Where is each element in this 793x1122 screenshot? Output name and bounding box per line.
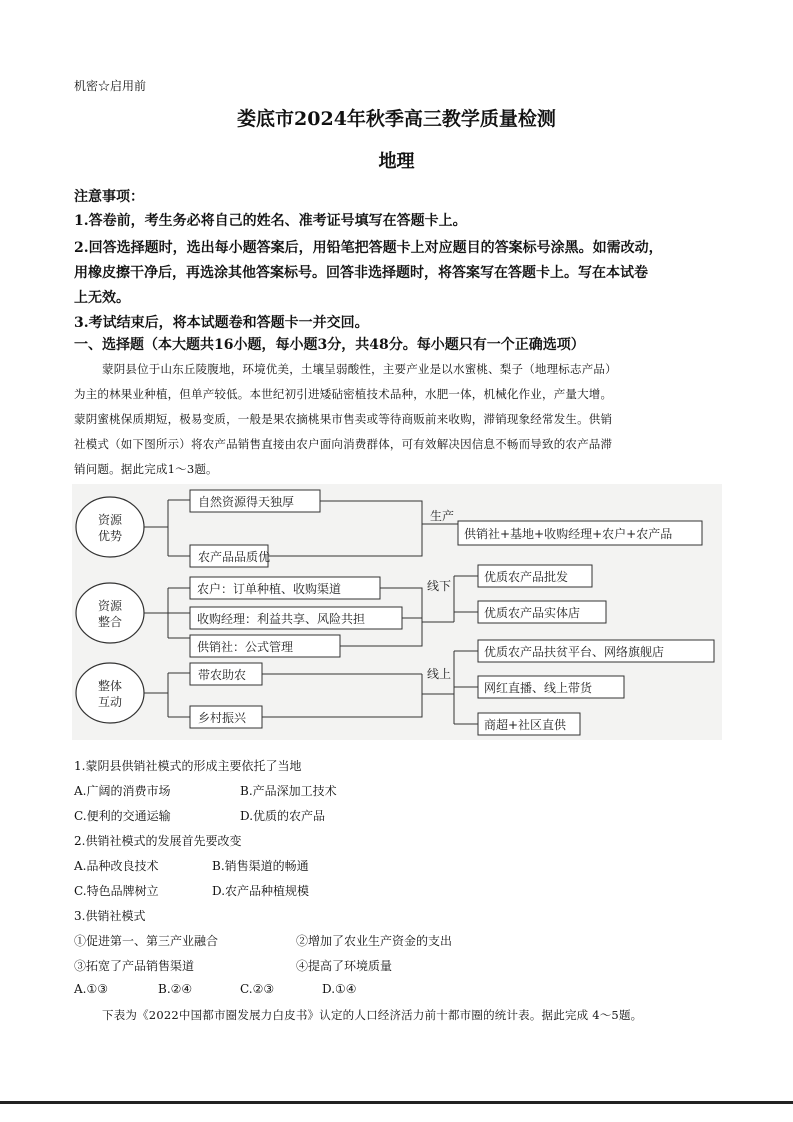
group-label: 整合 (97, 615, 123, 629)
right-box: 优质农产品批发 (484, 570, 569, 584)
left-box: 供销社：公式管理 (197, 640, 294, 654)
option: C.特色品牌树立 (74, 884, 159, 898)
left-box: 农产品品质优 (198, 550, 271, 564)
left-box: 农户：订单种植、收购渠道 (197, 582, 342, 596)
passage-line: 蒙阴蜜桃保质期短，极易变质，一般是果农摘桃果市售卖或等待商贩前来收购，滞销现象经常发生。供销 (74, 412, 613, 426)
left-box: 带农助农 (198, 668, 247, 682)
section-heading: 一、选择题（本大题共16小题，每小题3分，共48分。每小题只有一个正确选项） (74, 337, 585, 353)
option: A.①③ (74, 982, 108, 996)
question-stem: 3.供销社模式 (74, 909, 146, 923)
option: A.品种改良技术 (74, 859, 159, 873)
group-oval (76, 583, 144, 643)
passage-line: 销问题。据此完成1～3题。 (74, 462, 218, 476)
option: C.便利的交通运输 (74, 809, 171, 823)
question-stem: 1.蒙阴县供销社模式的形成主要依托了当地 (74, 759, 302, 773)
passage-line: 蒙阴县位于山东丘陵腹地，环境优美，土壤呈弱酸性，主要产业是以水蜜桃、梨子（地理标志产品） (102, 362, 617, 376)
page-bottom-rule (0, 1101, 793, 1104)
notice-line: 2.回答选择题时，选出每小题答案后，用铅笔把答题卡上对应题目的答案标号涂黑。如需改动， (74, 240, 663, 256)
question-stem: 2.供销社模式的发展首先要改变 (74, 834, 242, 848)
option: D.①④ (322, 982, 357, 996)
group-label: 资源 (97, 599, 123, 613)
passage-line: 社模式（如下图所示）将农产品销售直接由农户面向消费群体，可有效解决因信息不畅而导致的农产品滞 (74, 437, 613, 451)
supply-chain-diagram (72, 484, 722, 740)
left-box: 乡村振兴 (198, 711, 247, 725)
passage-line: 下表为《2022中国都市圈发展力白皮书》认定的人口经济活力前十都市圈的统计表。据此完成 4～5题。 (102, 1008, 643, 1022)
option: C.②③ (240, 982, 275, 996)
branch-label: 线下 (427, 579, 452, 593)
branch-label: 线上 (427, 667, 452, 681)
option: B.产品深加工技术 (240, 784, 337, 798)
notice-heading: 注意事项： (74, 189, 144, 205)
option: D.农产品种植规模 (212, 884, 310, 898)
notice-line: 上无效。 (74, 290, 130, 306)
statement: ①促进第一、第三产业融合 (74, 934, 219, 948)
statement: ④提高了环境质量 (296, 959, 393, 973)
group-oval (76, 663, 144, 723)
notice-line: 用橡皮擦干净后，再选涂其他答案标号。回答非选择题时，将答案写在答题卡上。写在本试卷 (74, 265, 648, 281)
right-box: 供销社+基地+收购经理+农户+农产品 (464, 527, 673, 541)
group-label: 互动 (97, 695, 123, 709)
group-label: 资源 (97, 513, 123, 527)
left-box: 自然资源得天独厚 (198, 495, 295, 509)
right-box: 优质农产品扶贫平台、网络旗舰店 (484, 645, 665, 659)
group-label: 优势 (97, 529, 123, 543)
confidential-note: 机密☆启用前 (74, 79, 147, 93)
left-box: 收购经理：利益共享、风险共担 (197, 612, 366, 626)
option: B.销售渠道的畅通 (212, 859, 309, 873)
option: B.②④ (158, 982, 193, 996)
right-box: 商超+社区直供 (484, 718, 567, 732)
statement: ③拓宽了产品销售渠道 (74, 959, 195, 973)
right-box: 网红直播、线上带货 (484, 681, 593, 695)
notice-line: 3.考试结束后，将本试题卷和答题卡一并交回。 (74, 315, 369, 331)
right-box: 优质农产品实体店 (484, 606, 581, 620)
passage-line: 为主的林果业种植，但单产较低。本世纪初引进矮砧密植技术品种，水肥一体，机械化作业，产量大增。 (74, 387, 613, 401)
group-label: 整体 (97, 679, 123, 693)
group-oval (76, 497, 144, 557)
branch-label: 生产 (430, 509, 455, 523)
option: D.优质的农产品 (240, 809, 326, 823)
statement: ②增加了农业生产资金的支出 (296, 934, 453, 948)
notice-line: 1.答卷前，考生务必将自己的姓名、准考证号填写在答题卡上。 (74, 213, 467, 229)
subject-title: 地理 (378, 151, 415, 172)
option: A.广阔的消费市场 (74, 784, 171, 798)
exam-title: 娄底市2024年秋季高三教学质量检测 (237, 108, 556, 130)
